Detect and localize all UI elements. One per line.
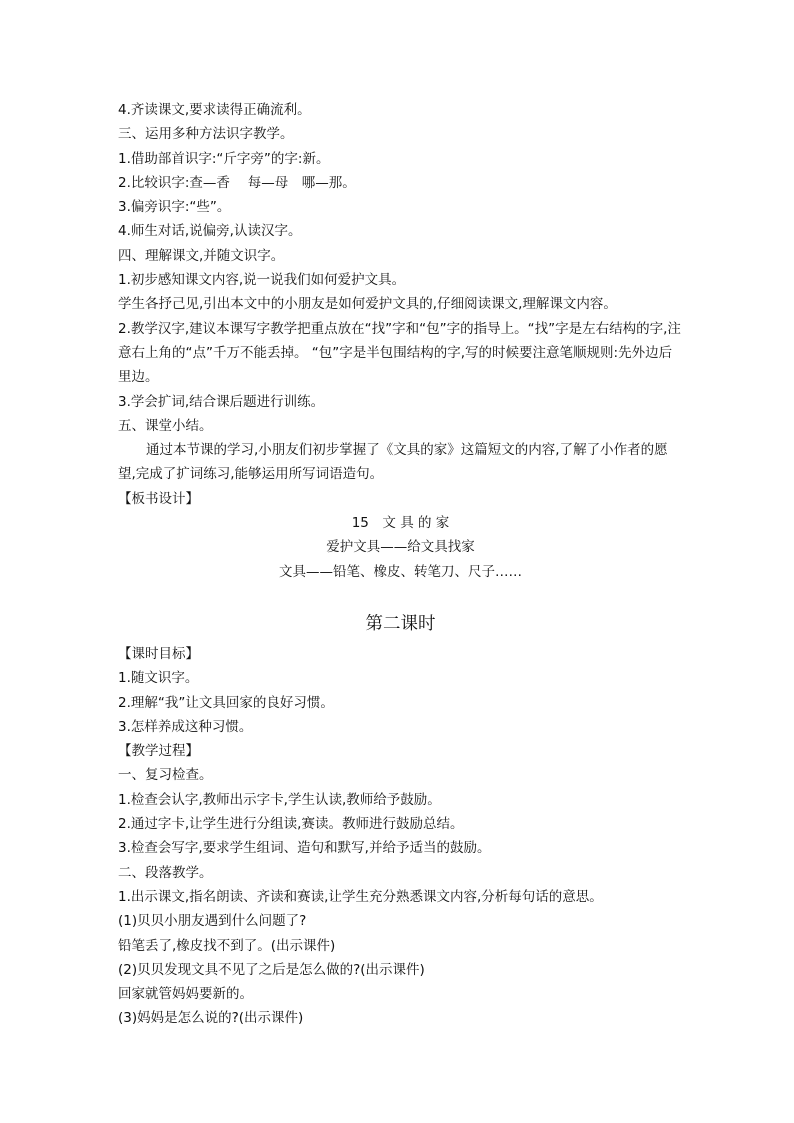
document-page [118,98,683,1031]
process-line: 3.检查会写字,要求学生组词、造句和默写,并给予适当的鼓励。 [118,840,491,857]
process-line: 1.检查会认字,教师出示字卡,学生认读,教师给予鼓励。 [118,791,441,808]
section-heading: 五、课堂小结。 [118,417,213,434]
text-line: 3.学会扩词,结合课后题进行训练。 [118,393,325,410]
process-line: (3)妈妈是怎么说的?(出示课件) [118,1010,304,1027]
goal-item: 1.随文识字。 [118,670,199,687]
goal-item: 2.理解“我”让文具回家的良好习惯。 [118,694,334,711]
board-line: 爱护文具——给文具找家 [326,539,475,556]
paragraph-teach-chars: 2.教学汉字,建议本课写字教学把重点放在“找”字和“包”字的指导上。“找”字是左右结构的字,注意右上角的“点”千万不能丢掉。 “包”字是半包围结构的字,写的时候要注意笔顺规则:先外边后里边。 [118,320,681,386]
text-line: 1.借助部首识字:“斤字旁”的字:新。 [118,150,330,167]
process-line: 1.出示课文,指名朗读、齐读和赛读,让学生充分熟悉课文内容,分析每句话的意思。 [118,888,603,905]
text-line: 学生各抒己见,引出本文中的小朋友是如何爱护文具的,仔细阅读课文,理解课文内容。 [118,296,617,313]
text-line: 4.齐读课文,要求读得正确流利。 [118,102,311,118]
goal-item: 3.怎样养成这种习惯。 [118,718,253,735]
process-line: 2.通过字卡,让学生进行分组读,赛读。教师进行鼓励总结。 [118,816,464,833]
process-line: (1)贝贝小朋友遇到什么问题了? [118,913,307,930]
board-heading: 【板书设计】 [118,490,199,507]
process-line: 铅笔丢了,橡皮找不到了。(出示课件) [118,937,336,954]
spacer [118,584,683,596]
paragraph-summary: 通过本节课的学习,小朋友们初步掌握了《文具的家》这篇短文的内容,了解了小作者的愿望,完成了扩词练习,能够运用所写词语造句。 [118,442,668,483]
process-heading: 【教学过程】 [118,743,199,760]
board-title: 15 文 具 的 家 [351,515,450,532]
section-heading: 四、理解课文,并随文识字。 [118,247,285,264]
text-line: 4.师生对话,说偏旁,认读汉字。 [118,223,302,240]
process-line: 回家就管妈妈要新的。 [118,986,253,1003]
process-line: (2)贝贝发现文具不见了之后是怎么做的?(出示课件) [118,961,425,978]
lesson-title: 第二课时 [365,613,436,634]
section-heading: 三、运用多种方法识字教学。 [118,126,294,143]
text-line: 2.比较识字:查—香 每—母 哪—那。 [118,174,356,191]
text-line: 1.初步感知课文内容,说一说我们如何爱护文具。 [118,272,406,289]
board-line: 文具——铅笔、橡皮、转笔刀、尺子…… [279,563,522,580]
goals-heading: 【课时目标】 [118,645,199,662]
process-line: 二、段落教学。 [118,864,213,881]
process-line: 一、复习检查。 [118,767,213,784]
text-line: 3.偏旁识字:“些”。 [118,199,231,216]
